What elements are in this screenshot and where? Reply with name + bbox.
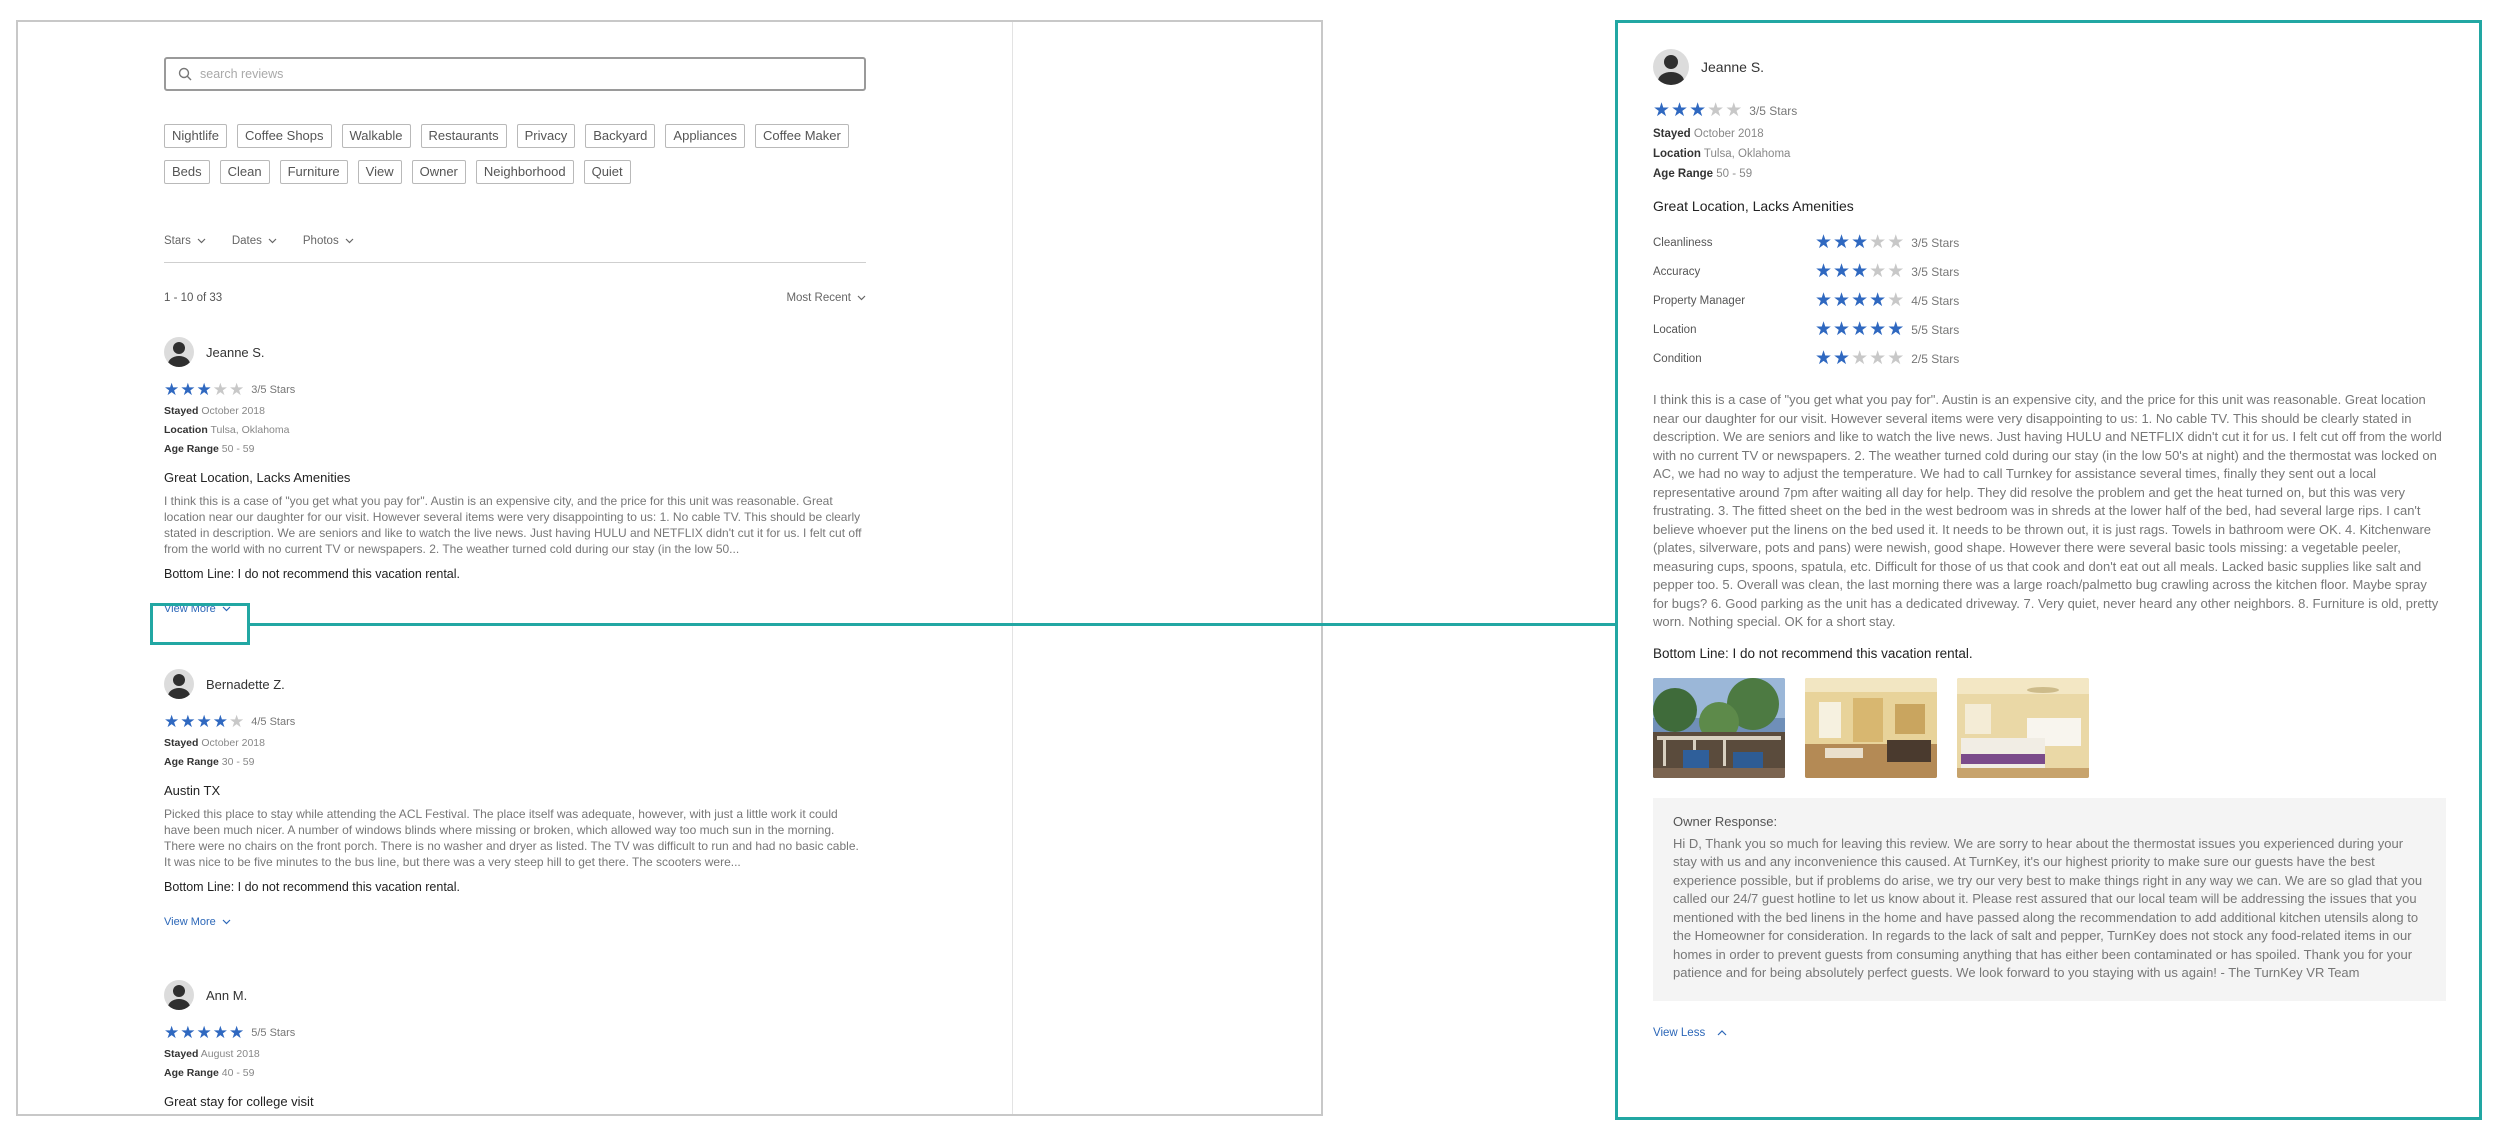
age-range-meta (164, 443, 866, 455)
star-empty-icon: ★ (1869, 261, 1887, 282)
chevron-down-icon (345, 238, 354, 244)
star-empty-icon: ★ (1887, 261, 1905, 282)
tag-appliances[interactable]: Appliances (665, 124, 745, 148)
review-photo-bedroom[interactable] (1957, 678, 2089, 778)
star-filled-icon: ★ (1833, 319, 1851, 340)
review-title: Great Location, Lacks Amenities (164, 470, 351, 485)
callout-connector-line (250, 623, 1618, 626)
location-value: Tulsa, Oklahoma (210, 424, 290, 436)
tag-coffee-shops[interactable]: Coffee Shops (237, 124, 332, 148)
rating-category-label: 5/5 Stars (1911, 322, 1960, 337)
search-box[interactable] (164, 57, 866, 91)
star-empty-icon: ★ (1887, 290, 1905, 311)
star-filled-icon: ★ (196, 380, 212, 399)
age-range-value: 30 - 59 (221, 756, 255, 768)
star-rating (164, 381, 866, 398)
review-photo-porch[interactable] (1653, 678, 1785, 778)
review-title: Great stay for college visit (164, 1094, 314, 1109)
view-more-label: View More (164, 916, 216, 928)
star-filled-icon: ★ (180, 712, 196, 731)
star-filled-icon: ★ (1887, 319, 1905, 340)
star-filled-icon: ★ (1815, 290, 1833, 311)
search-input[interactable] (200, 67, 800, 81)
expanded-review (1653, 49, 2443, 1041)
star-empty-icon: ★ (1851, 348, 1869, 369)
star-filled-icon: ★ (1815, 319, 1833, 340)
sort-dropdown[interactable] (786, 292, 866, 304)
rating-category-label: 4/5 Stars (1911, 293, 1960, 308)
avatar-icon (1653, 49, 1689, 85)
tag-filter-list (164, 124, 866, 184)
sort-label: Most Recent (786, 292, 851, 304)
view-less-label: View Less (1653, 1026, 1706, 1039)
filter-bar (164, 235, 354, 247)
column-divider (1012, 22, 1013, 1114)
star-filled-icon: ★ (212, 1023, 228, 1042)
stayed-label: Stayed (164, 1048, 199, 1060)
star-rating-label: 3/5 Stars (1749, 103, 1798, 118)
age-range-meta (1653, 168, 2443, 180)
tag-owner[interactable]: Owner (412, 160, 466, 184)
review-bottom-line: Bottom Line: I do not recommend this vacation rental. (164, 880, 460, 894)
rating-cleanliness (1653, 228, 2443, 257)
expanded-review-panel (1615, 20, 2482, 1120)
age-range-value: 50 - 59 (1716, 168, 1753, 180)
star-filled-icon: ★ (1833, 232, 1851, 253)
tag-beds[interactable]: Beds (164, 160, 210, 184)
star-filled-icon: ★ (1815, 348, 1833, 369)
rating-category-name: Cleanliness (1653, 236, 1713, 249)
star-filled-icon: ★ (196, 1023, 212, 1042)
photos-filter-dropdown[interactable] (303, 235, 354, 247)
chevron-down-icon (222, 919, 231, 925)
star-filled-icon: ★ (212, 712, 228, 731)
star-filled-icon: ★ (1833, 261, 1851, 282)
age-range-value: 50 - 59 (221, 443, 255, 455)
filter-divider (164, 262, 866, 263)
stayed-meta (164, 405, 866, 417)
tag-view[interactable]: View (358, 160, 402, 184)
star-filled-icon: ★ (196, 712, 212, 731)
review-photo-living-room[interactable] (1805, 678, 1937, 778)
star-filled-icon: ★ (164, 1023, 180, 1042)
location-meta (164, 424, 866, 436)
rating-category-label: 3/5 Stars (1911, 264, 1960, 279)
rating-category-name: Condition (1653, 352, 1702, 365)
star-filled-icon: ★ (1653, 100, 1671, 121)
reviewer-name: Jeanne S. (1701, 59, 1765, 75)
star-rating-label: 5/5 Stars (251, 1026, 296, 1039)
review-item (164, 980, 866, 1109)
location-value: Tulsa, Oklahoma (1703, 148, 1791, 160)
chevron-down-icon (197, 238, 206, 244)
star-rating (164, 1024, 866, 1041)
stayed-meta (1653, 128, 2443, 140)
review-title: Austin TX (164, 783, 221, 798)
view-more-highlight (150, 603, 250, 645)
review-item (164, 669, 866, 930)
star-filled-icon: ★ (1671, 100, 1689, 121)
review-item (164, 337, 866, 617)
star-filled-icon: ★ (164, 712, 180, 731)
stayed-value: October 2018 (1693, 128, 1764, 140)
rating-category-name: Property Manager (1653, 294, 1746, 307)
age-range-label: Age Range (164, 1067, 219, 1079)
star-filled-icon: ★ (1833, 290, 1851, 311)
star-filled-icon: ★ (1815, 261, 1833, 282)
owner-response (1653, 798, 2446, 1001)
tag-privacy[interactable]: Privacy (517, 124, 576, 148)
age-range-value: 40 - 59 (221, 1067, 255, 1079)
star-rating (164, 713, 866, 730)
stars-filter-label: Stars (164, 235, 191, 247)
star-empty-icon: ★ (1707, 100, 1725, 121)
review-bottom-line: Bottom Line: I do not recommend this vacation rental. (1653, 645, 1973, 661)
star-rating (1653, 101, 2443, 120)
category-ratings (1653, 228, 2443, 373)
view-more-label: View More (164, 603, 216, 615)
star-filled-icon: ★ (180, 380, 196, 399)
star-empty-icon: ★ (229, 712, 245, 731)
reviewer-name: Jeanne S. (206, 344, 265, 360)
location-label: Location (164, 424, 208, 436)
tag-coffee-maker[interactable]: Coffee Maker (755, 124, 849, 148)
owner-response-text: Hi D, Thank you so much for leaving this review. We are sorry to hear about the thermostat issues you experienced during your stay with us and any inconvenience this caused. At TurnKey, it's our highest priority to make sure our guests have the best experience possible, but if problems do arise, we try our very best to make things right in any way we can. We are so glad that you called our 24/7 guest hotline to let us know about it. Please rest assured that our local team will be addressing the issues that you mentioned with the bed linens in the home and have passed along the recommendation to add additional kitchen utensils along to the Homeowner for consideration. In regards to the lack of salt and pepper, TurnKey does not stock any food-related items in our homes in order to prevent guests from consuming anything that has either been contaminated or has spoiled. Thank you for your patience and for being absolutely perfect guests. We look forward to you staying with us again! - The TurnKey VR Team (1673, 835, 2423, 980)
star-filled-icon: ★ (180, 1023, 196, 1042)
stayed-meta (164, 737, 866, 749)
rating-property-manager (1653, 286, 2443, 315)
age-range-label: Age Range (164, 443, 219, 455)
avatar-icon (164, 337, 194, 367)
avatar-icon (164, 980, 194, 1010)
tag-restaurants[interactable]: Restaurants (421, 124, 507, 148)
star-filled-icon: ★ (1851, 232, 1869, 253)
rating-category-name: Accuracy (1653, 265, 1701, 278)
tag-clean[interactable]: Clean (220, 160, 270, 184)
star-filled-icon: ★ (1833, 348, 1851, 369)
photos-filter-label: Photos (302, 235, 339, 247)
star-empty-icon: ★ (212, 380, 228, 399)
stayed-value: October 2018 (201, 737, 265, 749)
avatar-icon (164, 669, 194, 699)
location-label: Location (1653, 148, 1701, 160)
star-filled-icon: ★ (1815, 232, 1833, 253)
star-filled-icon: ★ (1869, 319, 1887, 340)
stars-filter-dropdown[interactable] (164, 235, 206, 247)
view-less-button[interactable] (1653, 1027, 1727, 1039)
tag-backyard[interactable]: Backyard (585, 124, 655, 148)
star-rating-label: 3/5 Stars (251, 383, 296, 396)
tag-walkable[interactable]: Walkable (342, 124, 411, 148)
location-meta (1653, 148, 2443, 160)
stayed-value: August 2018 (200, 1048, 260, 1060)
rating-category-label: 2/5 Stars (1911, 351, 1960, 366)
rating-location (1653, 315, 2443, 344)
star-filled-icon: ★ (1689, 100, 1707, 121)
star-filled-icon: ★ (229, 1023, 245, 1042)
tag-nightlife[interactable]: Nightlife (164, 124, 227, 148)
star-filled-icon: ★ (1869, 290, 1887, 311)
age-range-meta (164, 756, 866, 768)
review-title: Great Location, Lacks Amenities (1653, 198, 1854, 214)
star-filled-icon: ★ (1851, 290, 1869, 311)
stayed-label: Stayed (164, 405, 199, 417)
dates-filter-dropdown[interactable] (232, 235, 277, 247)
tag-quiet[interactable]: Quiet (584, 160, 631, 184)
stayed-label: Stayed (164, 737, 199, 749)
rating-category-name: Location (1653, 323, 1697, 336)
review-excerpt: I think this is a case of "you get what you pay for". Austin is an expensive city, and the price for this unit was reasonable. Great location near our daughter for our visit. However several items were very disappointing to us: 1. No cable TV. This should be clearly stated in description. We are seniors and like to watch the live news. Just having HULU and NETFLIX didn't cut it for us. I felt cut off from the world with no current TV or newspapers. 2. The weather turned cold during our stay (in the low 50... (164, 494, 862, 556)
view-more-button[interactable] (164, 916, 231, 928)
tag-furniture[interactable]: Furniture (280, 160, 348, 184)
age-range-label: Age Range (164, 756, 219, 768)
tag-neighborhood[interactable]: Neighborhood (476, 160, 574, 184)
search-icon (178, 67, 192, 81)
star-filled-icon: ★ (1851, 261, 1869, 282)
rating-condition (1653, 344, 2443, 373)
star-filled-icon: ★ (1851, 319, 1869, 340)
dates-filter-label: Dates (231, 235, 262, 247)
stayed-value: October 2018 (201, 405, 265, 417)
stayed-meta (164, 1048, 866, 1060)
rating-category-label: 3/5 Stars (1911, 235, 1960, 250)
chevron-up-icon (1717, 1030, 1727, 1036)
stayed-label: Stayed (1653, 128, 1691, 140)
star-empty-icon: ★ (1887, 348, 1905, 369)
star-filled-icon: ★ (164, 380, 180, 399)
star-empty-icon: ★ (1869, 348, 1887, 369)
chevron-down-icon (268, 238, 277, 244)
review-full-text: I think this is a case of "you get what you pay for". Austin is an expensive city, and the price for this unit was reasonable. Great location near our daughter for our visit. However several items were very disappointing to us: 1. No cable TV. This should be clearly stated in description. We are seniors and like to watch the live news. Just having HULU and NETFLIX didn't cut it for us. I felt cut off from the world with no current TV or newspapers. 2. The weather turned cold during our stay (in the low 50's at night) and the thermostat was locked on AC, we had no way to adjust the temperature. We had to call Turnkey for assistance several times, finally they sent out a local representative around 7pm after waiting all day for help. They did resolve the problem and get the heat turned on, but this was very frustrating. 3. The fitted sheet on the bed in the west bedroom was in shreds at the lower half of the bed, had several large rips. I can't believe whoever put the linens on the bed used it. It needs to be thrown out, it is just rags. Towels in bathroom were OK. 4. Kitchenware (plates, silverware, pots and pans) were newish, good shape. However there were several basic tools missing: a vegetable peeler, measuring cups, spoons, spatula, etc. Difficult for those of us that cook and don't eat out all meals. Lacked basic supplies like salt and pepper too. 5. Overall was clean, the last morning there was a large roach/palmetto bug crawling across the kitchen floor. Maybe spray for bugs? 6. Good parking as the unit has a dedicated driveway. 7. Very quiet, never heard any other neighbors. 8. Furniture is old, pretty worn. Nothing special. OK for a short stay. (1653, 392, 2442, 629)
star-empty-icon: ★ (1887, 232, 1905, 253)
results-count: 1 - 10 of 33 (164, 292, 223, 304)
age-range-label: Age Range (1653, 168, 1714, 180)
reviews-list-panel (16, 20, 1323, 1116)
star-rating-label: 4/5 Stars (251, 715, 296, 728)
rating-accuracy (1653, 257, 2443, 286)
star-empty-icon: ★ (1725, 100, 1743, 121)
review-excerpt: Picked this place to stay while attending the ACL Festival. The place itself was adequate, however, with just a little work it could have been much nicer. A number of windows blinds where missing or broken, which allowed way too much sun in the morning. There were no chairs on the front porch. There is no washer and dryer as listed. The TV was difficult to run and had no basic cable. It was nice to be five minutes to the bus line, but there was a very steep hill to get there. The scooters were... (164, 807, 859, 869)
review-photos (1653, 678, 2443, 778)
reviewer-name: Ann M. (206, 987, 248, 1003)
age-range-meta (164, 1067, 866, 1079)
owner-response-label: Owner Response: (1673, 813, 1778, 829)
chevron-down-icon (857, 295, 866, 301)
star-empty-icon: ★ (229, 380, 245, 399)
star-empty-icon: ★ (1869, 232, 1887, 253)
review-bottom-line: Bottom Line: I do not recommend this vacation rental. (164, 567, 460, 581)
reviewer-name: Bernadette Z. (206, 676, 285, 692)
